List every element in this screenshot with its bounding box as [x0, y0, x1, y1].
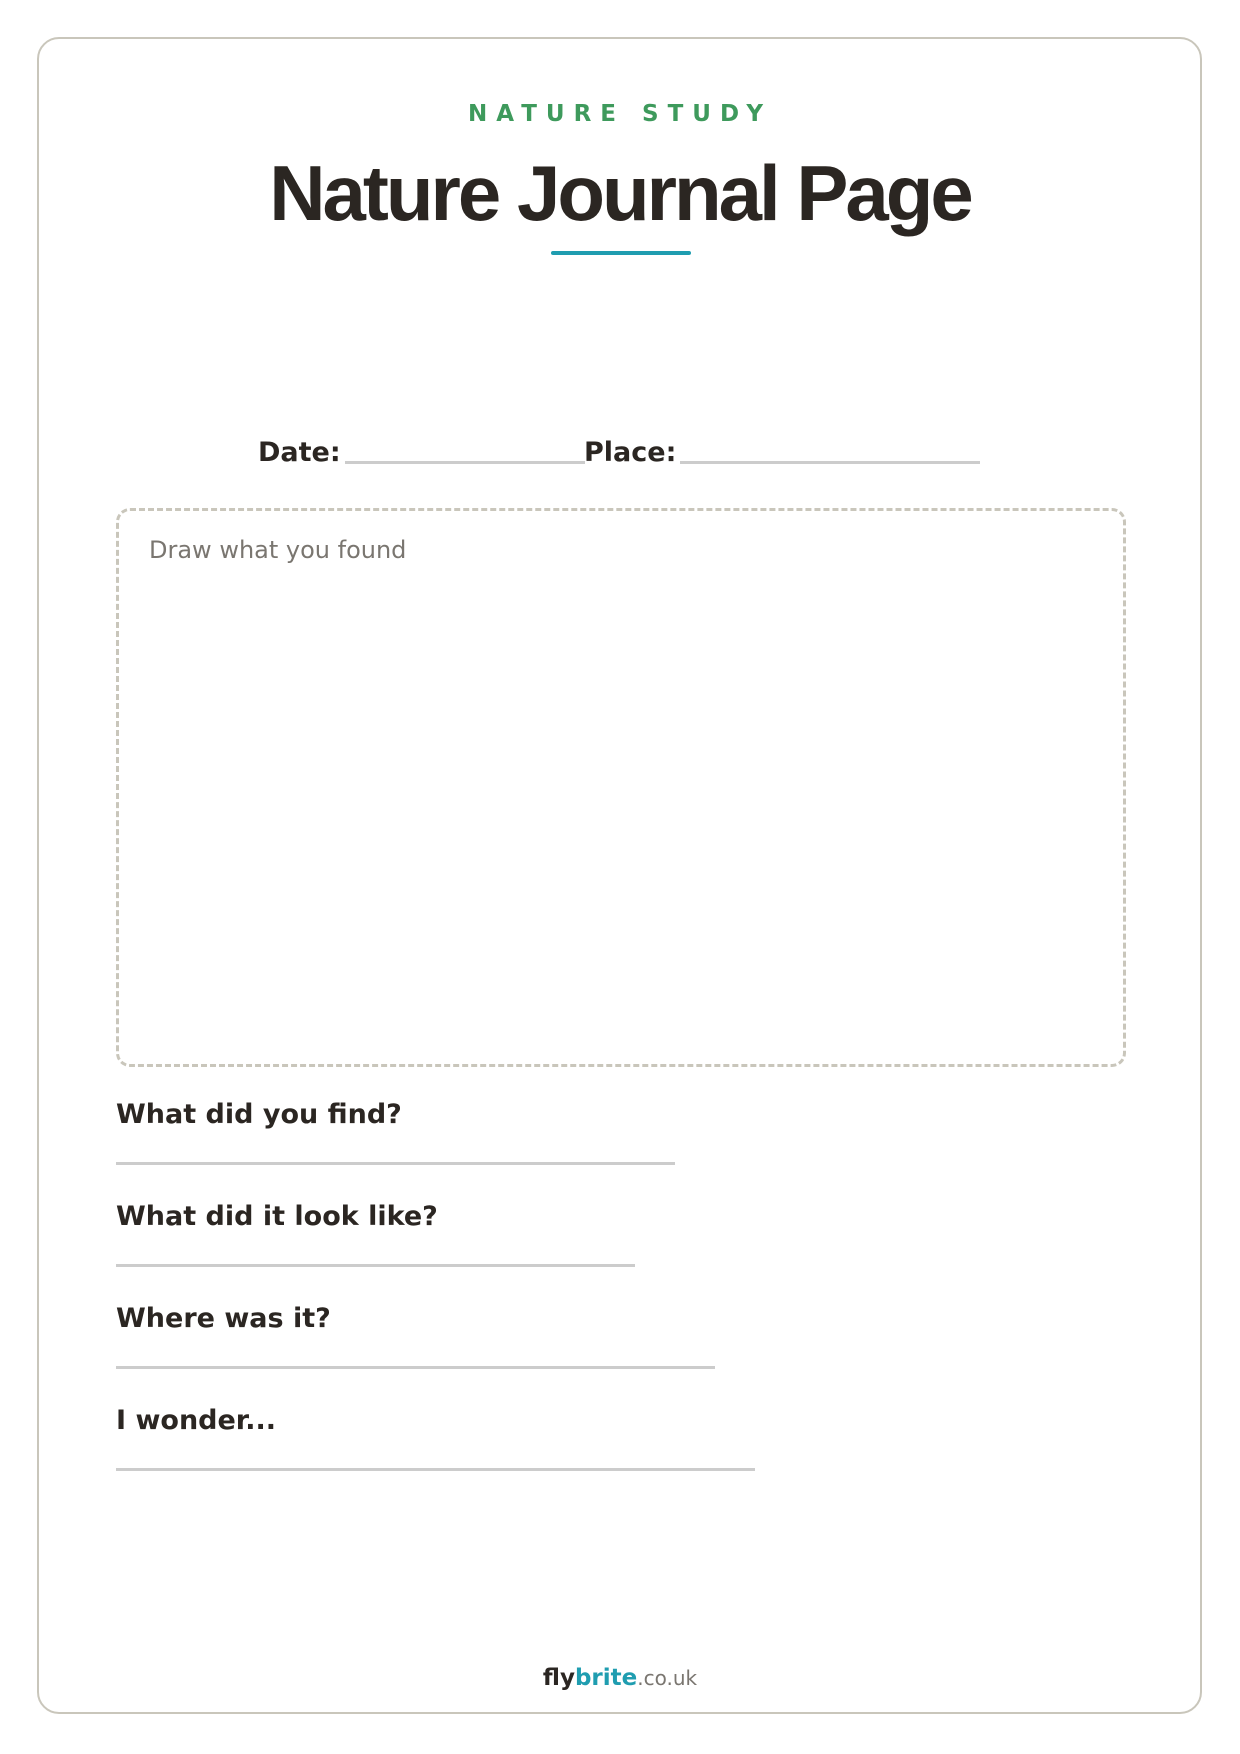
prompt-where: Where was it?: [116, 1303, 331, 1334]
title-underline: [551, 251, 691, 255]
section-eyebrow: NATURE STUDY: [467, 101, 773, 127]
brand-brite: brite: [574, 1665, 638, 1691]
date-field-line[interactable]: [345, 461, 585, 464]
place-field-line[interactable]: [680, 461, 980, 464]
answer-line-wonder[interactable]: [116, 1468, 755, 1471]
prompt-look-like: What did it look like?: [116, 1201, 438, 1232]
answer-line-where[interactable]: [116, 1366, 715, 1369]
brand-domain: .co.uk: [637, 1666, 698, 1690]
footer-brand: [0, 1663, 1240, 1695]
prompt-what-found: What did you find?: [116, 1099, 402, 1130]
date-label: Date:: [258, 437, 341, 468]
brand-fly: fly: [542, 1665, 575, 1691]
prompt-wonder: I wonder...: [116, 1405, 277, 1436]
drawing-hint: Draw what you found: [149, 536, 407, 564]
answer-line-look-like[interactable]: [116, 1264, 635, 1267]
page-title: Nature Journal Page: [269, 149, 971, 237]
place-label: Place:: [584, 437, 677, 468]
answer-line-what-found[interactable]: [116, 1162, 675, 1165]
drawing-area[interactable]: [116, 508, 1126, 1067]
